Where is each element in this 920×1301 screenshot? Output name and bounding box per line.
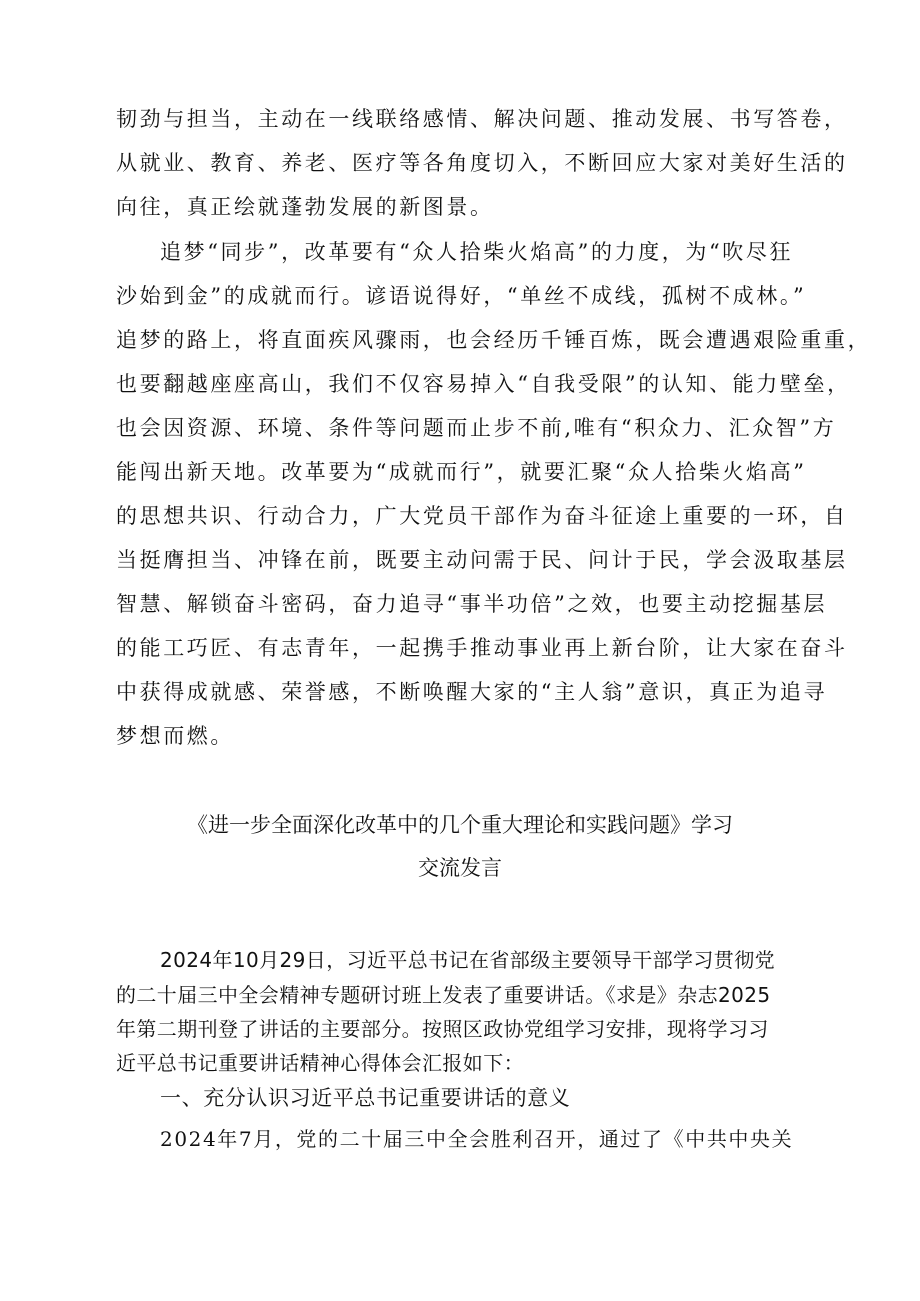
paragraph-line: 也会因资源、环境、条件等问题而止步不前,唯有“积众力、汇众智”方 <box>116 416 837 440</box>
paragraph-line: 向往，真正绘就蓬勃发展的新图景。 <box>116 195 494 219</box>
intro-line: 的二十届三中全会精神专题研讨班上发表了重要讲话。《求是》杂志2025 <box>116 983 771 1007</box>
paragraph-line: 追梦“同步”，改革要有“众人拾柴火焰高”的力度，为“吹尽狂 <box>160 240 794 264</box>
intro-line: 2024年10月29日，习近平总书记在省部级主要领导干部学习贯彻党 <box>160 948 775 972</box>
intro-line: 近平总书记重要讲话精神心得体会汇报如下： <box>116 1051 524 1075</box>
paragraph-line: 追梦的路上，将直面疾风骤雨，也会经历千锤百炼，既会遭遇艰险重重， <box>116 328 872 352</box>
paragraph-line: 韧劲与担当，主动在一线联络感情、解决问题、推动发展、书写答卷， <box>116 107 848 131</box>
paragraph-line: 当挺膺担当、冲锋在前，既要主动问需于民、问计于民，学会汲取基层 <box>116 548 848 572</box>
paragraph-line: 的能工巧匠、有志青年，一起携手推动事业再上新台阶，让大家在奋斗 <box>116 636 848 660</box>
article-title-line2: 交流发言 <box>418 856 502 880</box>
paragraph-line: 中获得成就感、荣誉感，不断唤醒大家的“主人翁”意识，真正为追寻 <box>116 680 828 704</box>
paragraph-line: 也要翻越座座高山，我们不仅容易掉入“自我受限”的认知、能力壁垒， <box>116 372 851 396</box>
paragraph-line: 沙始到金”的成就而行。谚语说得好，“单丝不成线，孤树不成林。” <box>116 284 807 308</box>
paragraph-line: 能闯出新天地。改革要为“成就而行”，就要汇聚“众人拾柴火焰高” <box>116 460 807 484</box>
section-first-line: 2024年7月，党的二十届三中全会胜利召开，通过了《中共中央关 <box>160 1127 794 1151</box>
section-heading: 一、充分认识习近平总书记重要讲话的意义 <box>160 1086 571 1110</box>
intro-line: 年第二期刊登了讲话的主要部分。按照区政协党组学习安排，现将学习习 <box>116 1017 769 1041</box>
paragraph-line: 梦想而燃。 <box>116 724 234 748</box>
article-title-line1: 《进一步全面深化改革中的几个重大理论和实践问题》学习 <box>187 813 733 837</box>
paragraph-line: 从就业、教育、养老、医疗等各角度切入，不断回应大家对美好生活的 <box>116 151 848 175</box>
paragraph-line: 智慧、解锁奋斗密码，奋力追寻“事半功倍”之效，也要主动挖掘基层 <box>116 592 828 616</box>
paragraph-line: 的思想共识、行动合力，广大党员干部作为奋斗征途上重要的一环，自 <box>116 504 848 528</box>
